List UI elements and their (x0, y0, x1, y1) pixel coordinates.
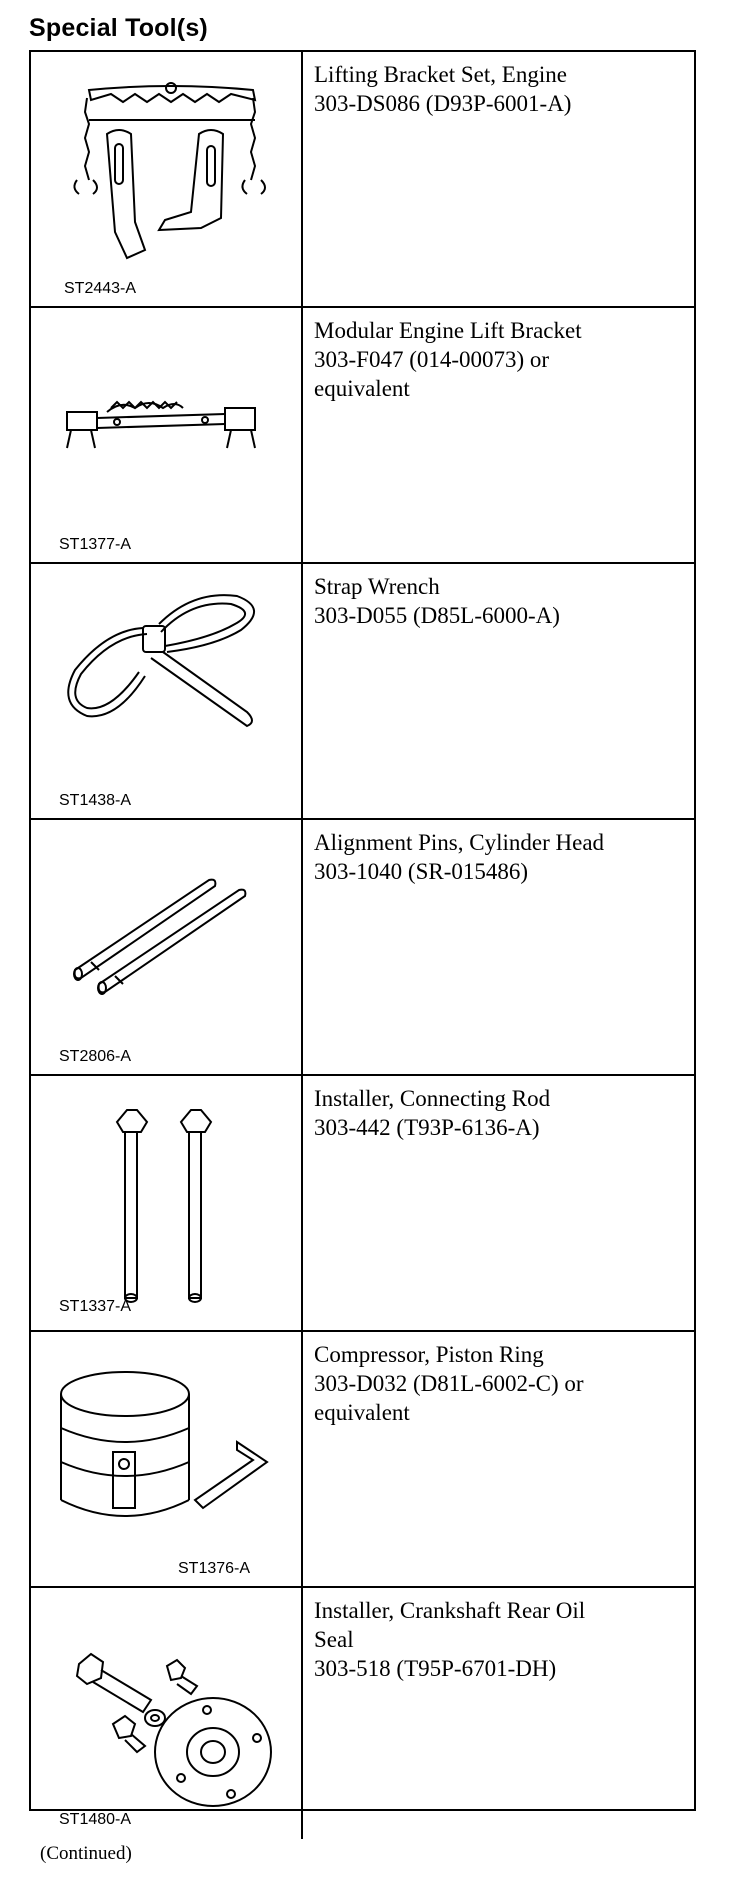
strap-wrench-illustration (31, 564, 301, 818)
piston-ring-compressor-illustration (31, 1332, 301, 1586)
tool-code: ST1480-A (59, 1811, 132, 1828)
tool-part-number: 303-DS086 (D93P-6001-A) (314, 91, 572, 116)
tool-name: Modular Engine Lift Bracket (314, 318, 582, 343)
page-title: Special Tool(s) (29, 14, 208, 42)
lifting-bracket-illustration (31, 52, 301, 306)
tool-code: ST2806-A (59, 1048, 132, 1065)
tool-description (314, 316, 686, 403)
tool-name: Alignment Pins, Cylinder Head (314, 830, 605, 855)
engine-lift-bracket-illustration (31, 308, 301, 562)
tool-row (31, 564, 694, 820)
oil-seal-installer-illustration (31, 1588, 301, 1838)
tool-image-cell (31, 820, 303, 1074)
tool-name: Compressor, Piston Ring (314, 1342, 544, 1367)
tool-name-continued: Seal (314, 1627, 354, 1652)
tool-code: ST1337-A (59, 1298, 132, 1315)
tool-part-number: 303-1040 (SR-015486) (314, 859, 529, 884)
tool-description (314, 1596, 686, 1683)
tool-image-cell (31, 1588, 303, 1839)
tool-image-cell (31, 1332, 303, 1586)
tool-row (31, 308, 694, 564)
tool-part-number: 303-D055 (D85L-6000-A) (314, 603, 560, 628)
tool-name: Lifting Bracket Set, Engine (314, 62, 567, 87)
tool-code: ST1376-A (178, 1560, 251, 1577)
special-tools-table (29, 50, 696, 1828)
tool-description (314, 1084, 686, 1142)
tool-note: equivalent (314, 376, 410, 401)
tool-note: equivalent (314, 1400, 410, 1425)
tool-code: ST2443-A (64, 280, 137, 297)
tool-image-cell (31, 1076, 303, 1330)
tool-description (314, 572, 686, 630)
tool-description (314, 828, 686, 886)
tool-row (31, 1588, 694, 1839)
tool-row (31, 820, 694, 1076)
tool-part-number: 303-442 (T93P-6136-A) (314, 1115, 540, 1140)
tool-part-number: 303-518 (T95P-6701-DH) (314, 1656, 557, 1681)
continued-note: (Continued) (40, 1843, 132, 1864)
tool-name: Strap Wrench (314, 574, 440, 599)
alignment-pins-illustration (31, 820, 301, 1074)
tool-description (314, 1340, 686, 1427)
connecting-rod-installer-illustration (31, 1076, 301, 1330)
tool-row (31, 1076, 694, 1332)
tool-image-cell (31, 564, 303, 818)
tool-description (314, 60, 686, 118)
tool-code: ST1438-A (59, 792, 132, 809)
tool-row (31, 52, 694, 308)
tool-part-number: 303-F047 (014-00073) or (314, 347, 550, 372)
tool-image-cell (31, 308, 303, 562)
tool-name: Installer, Crankshaft Rear Oil (314, 1598, 586, 1623)
tool-image-cell (31, 52, 303, 306)
tool-code: ST1377-A (59, 536, 132, 553)
tool-part-number: 303-D032 (D81L-6002-C) or (314, 1371, 584, 1396)
tool-name: Installer, Connecting Rod (314, 1086, 551, 1111)
tool-row (31, 1332, 694, 1588)
